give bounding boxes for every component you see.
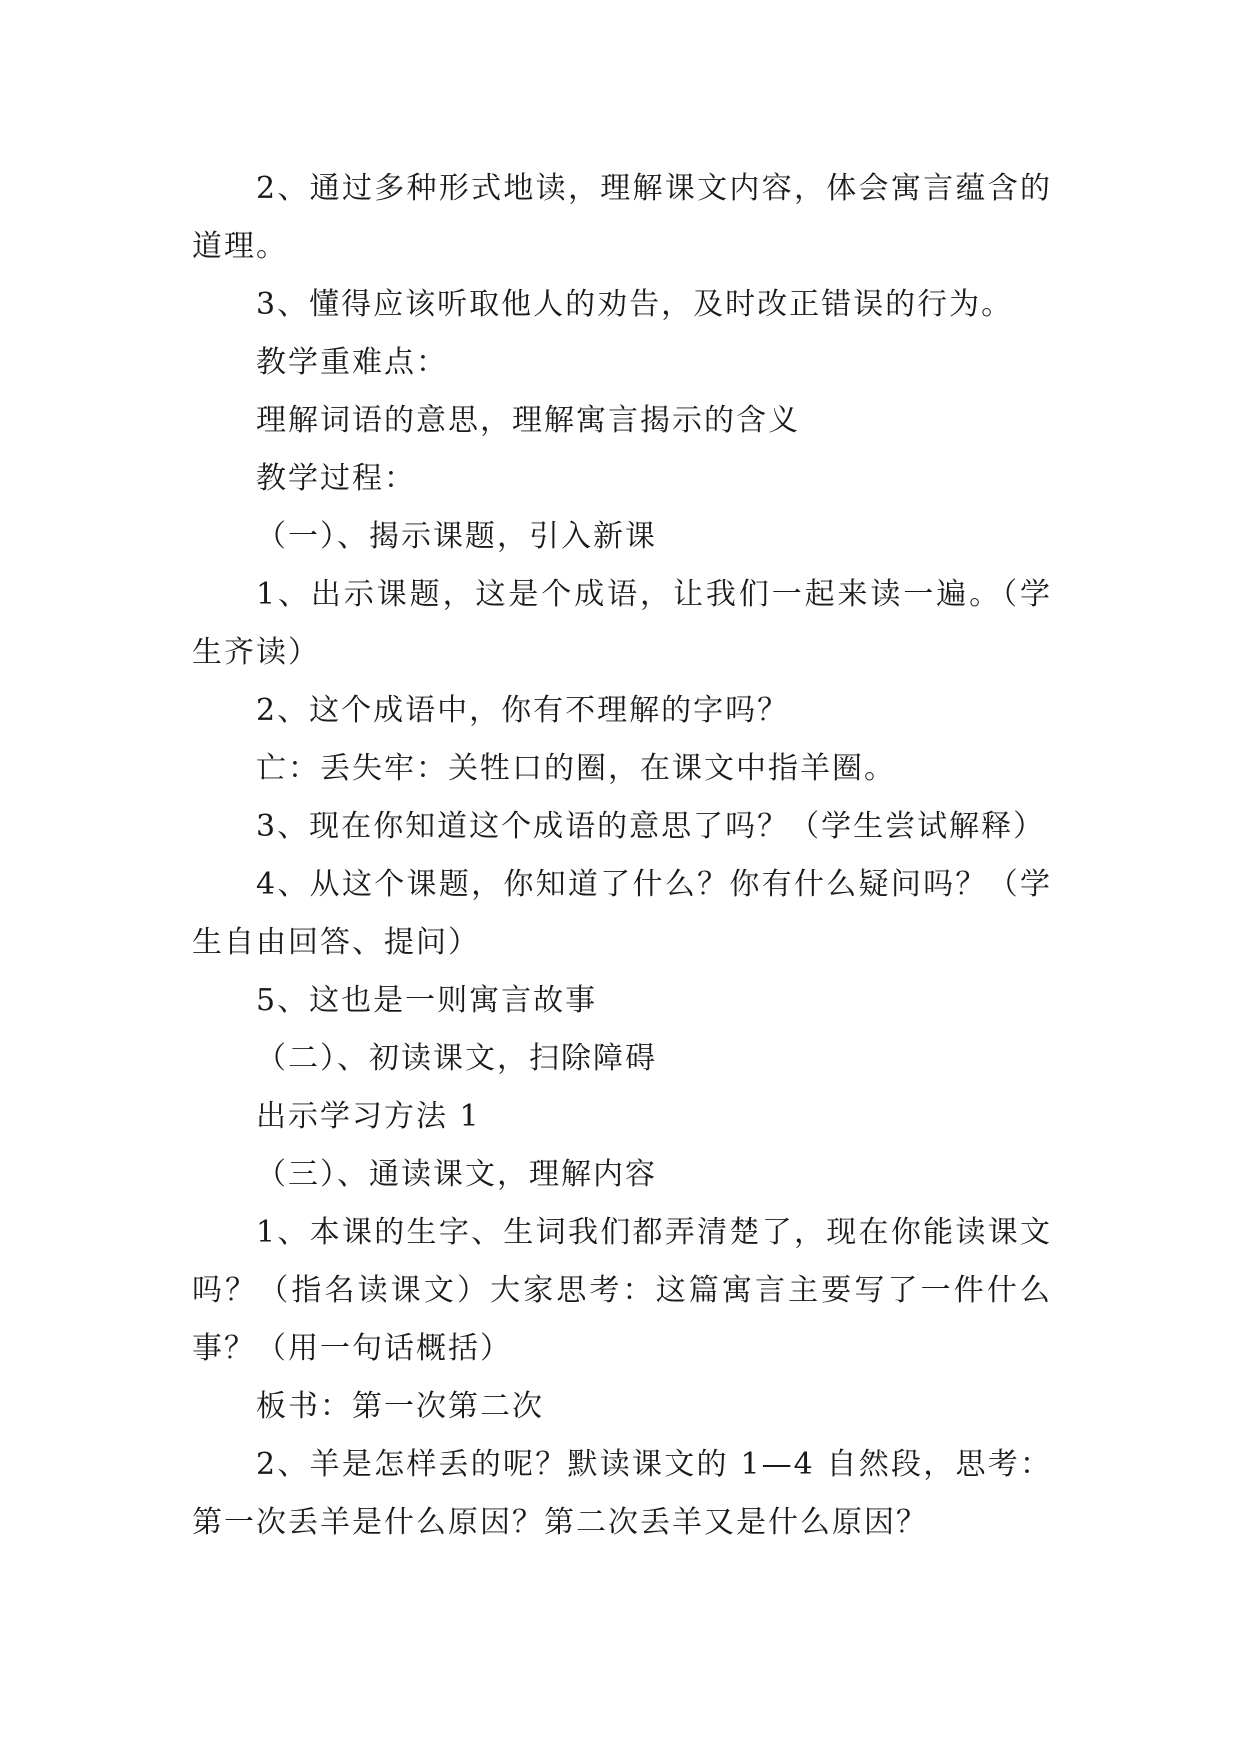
paragraph-objective-2: 2、通过多种形式地读，理解课文内容，体会寓言蕴含的道理。: [192, 171, 1052, 264]
section-heading-2: （二）、初读课文，扫除障碍: [256, 1041, 657, 1076]
paragraph-step-5: 5、这也是一则寓言故事: [256, 983, 598, 1018]
paragraph-step-1: 1、出示课题，这是个成语，让我们一起来读一遍。（学生齐读）: [192, 577, 1052, 670]
section-heading-1: （一）、揭示课题，引入新课: [256, 519, 657, 554]
document-body: [192, 160, 1052, 1552]
paragraph-blackboard: 板书：第一次第二次: [256, 1389, 544, 1424]
heading-key-points: 教学重难点：: [256, 345, 448, 380]
section-heading-3: （三）、通读课文，理解内容: [256, 1157, 657, 1192]
paragraph-method: 出示学习方法 1: [256, 1099, 481, 1134]
paragraph-step-3: 3、现在你知道这个成语的意思了吗？（学生尝试解释）: [256, 809, 1046, 844]
paragraph-word-explanation: 亡：丢失牢：关牲口的圈，在课文中指羊圈。: [256, 751, 896, 786]
paragraph-objective-3: 3、懂得应该听取他人的劝告，及时改正错误的行为。: [256, 287, 1014, 322]
heading-teaching-process: 教学过程：: [256, 461, 416, 496]
paragraph-step-2: 2、这个成语中，你有不理解的字吗？: [256, 693, 790, 728]
paragraph-reading-2: 2、羊是怎样丢的呢？默读课文的 1—4 自然段，思考：第一次丢羊是什么原因？第二次丢羊又是什么原因？: [192, 1447, 1052, 1540]
paragraph-reading-1: 1、本课的生字、生词我们都弄清楚了，现在你能读课文吗？（指名读课文）大家思考：这篇寓言主要写了一件什么事？（用一句话概括）: [192, 1215, 1052, 1366]
paragraph-key-points: 理解词语的意思，理解寓言揭示的含义: [256, 403, 800, 438]
paragraph-step-4: 4、从这个课题，你知道了什么？你有什么疑问吗？（学生自由回答、提问）: [192, 867, 1052, 960]
